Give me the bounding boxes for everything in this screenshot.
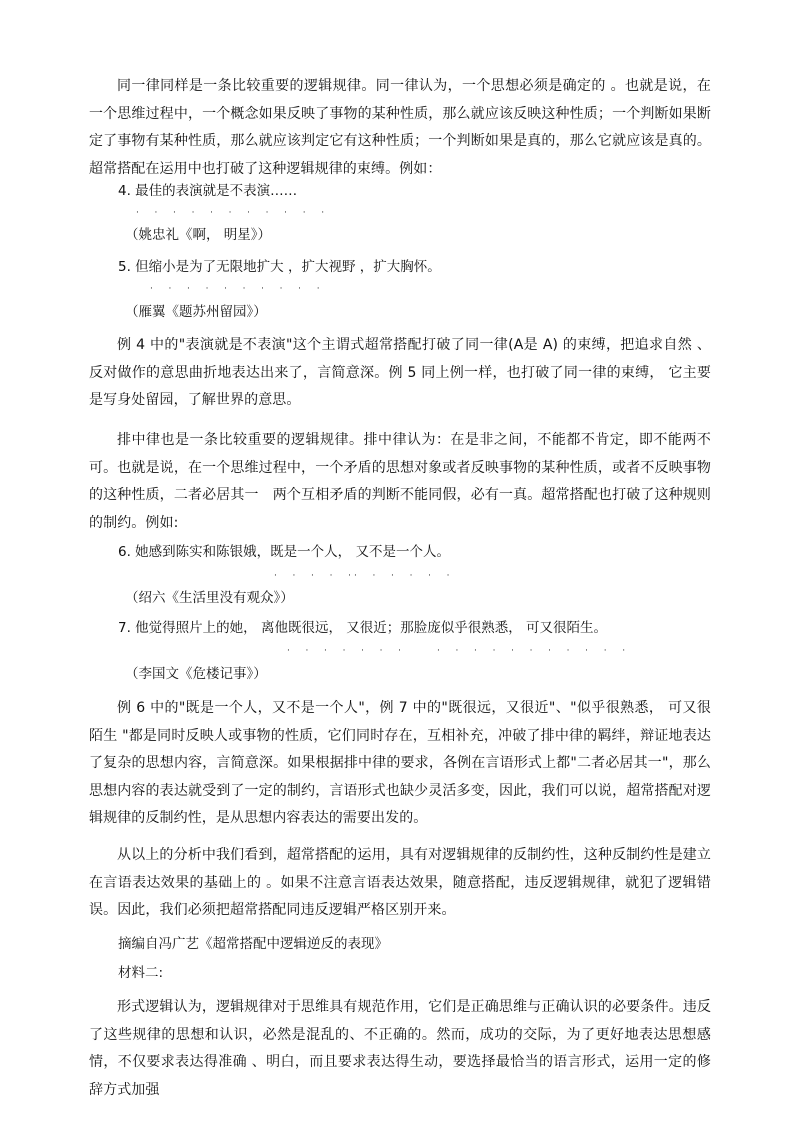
emphasis-dots: · · · · · · · · · · · (437, 646, 632, 656)
paragraph-identity-law: 同一律同样是一条比较重要的逻辑规律。同一律认为，一个思想必须是确定的 。也就是说，在一个思维过程中，一个概念如果反映了事物的某种性质，那么就应该反映这种性质；一个判断如果断定了事物有某种性质，那么就应该判定它有这种性质；一个判断如果是真的，那么它就应该是真的。超常搭配在运用中也打破了这种逻辑规律的束缚。例如： (89, 78, 711, 177)
material-2-heading: 材料二: (118, 965, 164, 981)
emphasis-dots: · · · · · (274, 571, 358, 581)
paragraph-analysis-4-5: 例 4 中的"表演就是不表演"这个主谓式超常搭配打破了同一律(A是 A) 的束缚，把追求自然 、反对做作的意思曲折地表达出来了，言简意深。例 5 同上例一样，也打破了同一律的束缚， 它主要是写身处留园，了解世界的意思。 (89, 337, 711, 408)
example-6-source: （绍六《生活里没有观众》） (125, 590, 294, 606)
example-7: 7. 他觉得照片上的她， 离他既很远， 又很近；那脸庞似乎很熟悉， 可又很陌生。 (118, 620, 608, 636)
example-6: 6. 她感到陈实和陈银娥，既是一个人， 又不是一个人。 (118, 544, 450, 560)
emphasis-dots: · · · · · · · · · · · (136, 208, 331, 218)
emphasis-dots: · · · · · · (354, 571, 456, 581)
example-4-source: （姚忠礼《啊， 明星》） (125, 227, 272, 243)
emphasis-dots: · · · · · · · (287, 646, 408, 656)
citation: 摘编自冯广艺《超常搭配中逻辑逆反的表现》 (118, 936, 388, 952)
example-4: 4. 最佳的表演就是不表演…… (118, 183, 298, 199)
paragraph-analysis-6-7: 例 6 中的"既是一个人，又不是一个人"，例 7 中的"既很远，又很近"、"似乎很熟悉， 可又很陌生 "都是同时反映人或事物的性质，它们同时存在，互相补充，冲破了排中律的羁绊，辩证地表达了复杂的思想内容，言简意深。如果根据排中律的要求，各例在言语形式上都"二者必居其一"，那么思想内容的表达就受到了一定的制约，言语形式也缺少灵活多变，因此，我们可以说，超常搭配对逻辑规律的反制约性，是从思想内容表达的需要出发的。 (89, 700, 711, 826)
example-5: 5. 但缩小是为了无限地扩大 ，扩大视野 ，扩大胸怀。 (118, 259, 441, 275)
example-5-source: （雁翼《题苏州留园》） (125, 304, 267, 320)
paragraph-material-2: 形式逻辑认为，逻辑规律对于思维具有规范作用，它们是正确思维与正确认识的必要条件。违反了这些规律的思想和认识，必然是混乱的、不正确的。然而，成功的交际，为了更好地表达思想感情，不仅要求表达得准确 、明白，而且要求表达得生动，要选择最恰当的语言形式，运用一定的修辞方式加强 (89, 999, 711, 1098)
example-7-source: （李国文《危楼记事》） (125, 666, 267, 682)
paragraph-excluded-middle: 排中律也是一条比较重要的逻辑规律。排中律认为：在是非之间，不能都不肯定，即不能两不可。也就是说，在一个思维过程中，一个矛盾的思想对象或者反映事物的某种性质，或者不反映事物的这种性质，二者必居其一 两个互相矛盾的判断不能同假，必有一真。超常搭配也打破了这种规则的制约。例如: (89, 432, 711, 531)
paragraph-conclusion: 从以上的分析中我们看到，超常搭配的运用，具有对逻辑规律的反制约性，这种反制约性是建立在言语表达效果的基础上的 。如果不注意言语表达效果，随意搭配，违反逻辑规律，就犯了逻辑错误。因此，我们必须把超常搭配同违反逻辑严格区别开来。 (89, 847, 711, 918)
emphasis-dots: · · · · · · · · · · (150, 284, 326, 294)
